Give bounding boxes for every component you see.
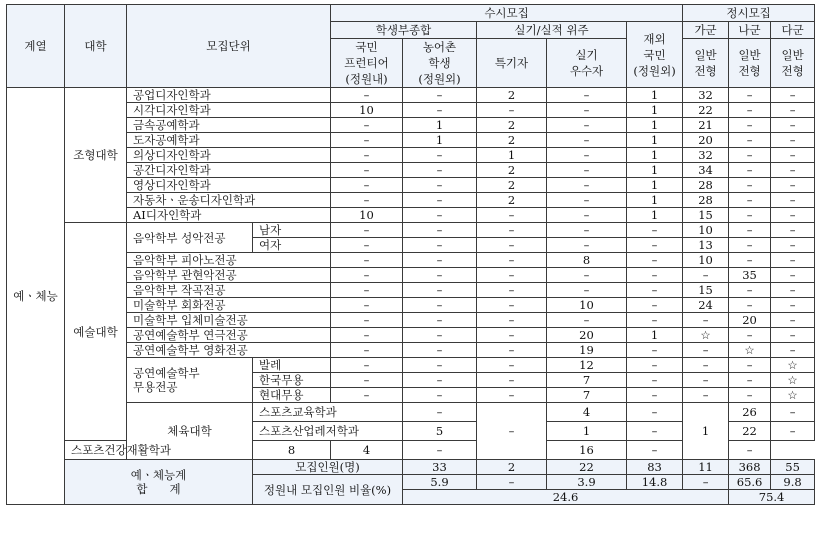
value-na: – (771, 403, 815, 422)
header-general-na (729, 39, 771, 88)
value-practical: – (547, 238, 627, 253)
value-ga: 28 (683, 178, 729, 193)
value-da: ☆ (771, 388, 815, 403)
value-frontier: – (331, 118, 403, 133)
value-special: 4 (547, 403, 627, 422)
value-special: – (477, 298, 547, 313)
value-da: – (771, 253, 815, 268)
unit-name-vocal: 음악학부 성악전공 (127, 223, 253, 253)
unit-name: 미술학부 회화전공 (127, 298, 331, 313)
value-special: – (477, 238, 547, 253)
value-practical: – (547, 223, 627, 238)
value-practical: 10 (547, 298, 627, 313)
value-rural: – (403, 283, 477, 298)
header-general-da (771, 39, 815, 88)
value-special: – (477, 253, 547, 268)
value-overseas: – (627, 313, 683, 328)
college-sports: 체육대학 (127, 403, 253, 460)
value-special: – (477, 103, 547, 118)
value-overseas: – (627, 283, 683, 298)
header-practical-top (547, 39, 627, 88)
value-ga: 26 (729, 403, 771, 422)
value-da: ☆ (771, 358, 815, 373)
header-frontier-line2: 프런티어 (344, 56, 389, 70)
header-overseas-line3: (정원외) (633, 63, 676, 78)
value-practical: – (547, 88, 627, 103)
value-ga: 21 (683, 118, 729, 133)
value-special: – (477, 373, 547, 388)
value-ga: 16 (547, 441, 627, 460)
value-overseas: 1 (627, 178, 683, 193)
value-practical: – (547, 103, 627, 118)
header-rural-line1: 농어촌 (422, 40, 457, 54)
value-rural: – (403, 298, 477, 313)
value-special: 2 (477, 88, 547, 103)
value-overseas: – (627, 253, 683, 268)
value-special: – (477, 313, 547, 328)
value-practical: – (627, 403, 683, 422)
value-na: – (729, 238, 771, 253)
value-practical: – (547, 178, 627, 193)
value-rural: – (403, 148, 477, 163)
header-frontier-line3: (정원내) (345, 72, 388, 86)
header-jungsi: 정시모집 (683, 5, 815, 22)
value-frontier: – (331, 283, 403, 298)
value-frontier: – (331, 178, 403, 193)
value-na: – (729, 253, 771, 268)
value-overseas: 1 (627, 133, 683, 148)
value-rural: – (403, 238, 477, 253)
sub-unit: 한국무용 (253, 373, 331, 388)
value-rural: 1 (403, 118, 477, 133)
value-rural: – (403, 103, 477, 118)
value-rural: – (403, 313, 477, 328)
value-frontier: 8 (253, 441, 331, 460)
value-na: – (729, 388, 771, 403)
value-practical: – (403, 441, 477, 460)
sub-unit: 발레 (253, 358, 331, 373)
value-special: 2 (477, 133, 547, 148)
value-da: – (771, 163, 815, 178)
header-general-na-line2: 전형 (738, 64, 761, 78)
value-ga: – (683, 388, 729, 403)
value-overseas: – (627, 358, 683, 373)
value-da: – (771, 238, 815, 253)
unit-name-dance (127, 358, 253, 403)
value-ga: – (683, 373, 729, 388)
footer-ratio-label: 정원내 모집인원 비율(%) (253, 475, 403, 505)
value-overseas: – (627, 373, 683, 388)
header-category: 계열 (7, 5, 65, 88)
value-overseas: – (627, 268, 683, 283)
value-rural: – (403, 343, 477, 358)
header-practical-top-line2: 우수자 (569, 64, 604, 78)
unit-name: 공업디자인학과 (127, 88, 331, 103)
value-ga: 24 (683, 298, 729, 313)
value-overseas: 1 (627, 208, 683, 223)
value-overseas: 1 (627, 148, 683, 163)
value-da: – (771, 88, 815, 103)
value-na: – (729, 358, 771, 373)
unit-name: 음악학부 작곡전공 (127, 283, 331, 298)
value-ga: – (683, 268, 729, 283)
value-da: – (771, 283, 815, 298)
value-overseas: – (627, 298, 683, 313)
value-frontier: – (403, 403, 477, 422)
ratio-na: 9.8 (771, 475, 815, 490)
footer-recruit-label: 모집인원(명) (253, 460, 403, 475)
college-design: 조형대학 (65, 88, 127, 223)
value-frontier: – (331, 298, 403, 313)
value-da: – (771, 103, 815, 118)
value-na: – (729, 148, 771, 163)
value-rural-merged: – (477, 403, 547, 460)
value-overseas: 1 (627, 328, 683, 343)
header-frontier (331, 39, 403, 88)
value-frontier: – (331, 328, 403, 343)
value-frontier: – (331, 88, 403, 103)
value-frontier: – (331, 343, 403, 358)
value-ga: – (683, 343, 729, 358)
value-na: 20 (729, 313, 771, 328)
value-frontier: – (331, 373, 403, 388)
value-frontier: – (331, 268, 403, 283)
value-da: – (771, 328, 815, 343)
value-ga: 15 (683, 208, 729, 223)
unit-name: 공연예술학부 연극전공 (127, 328, 331, 343)
value-ga: – (683, 313, 729, 328)
value-ga: 32 (683, 88, 729, 103)
unit-name: 음악학부 관현악전공 (127, 268, 331, 283)
total-rural: 2 (477, 460, 547, 475)
value-practical: – (547, 133, 627, 148)
unit-name: 금속공예학과 (127, 118, 331, 133)
unit-name: 음악학부 피아노전공 (127, 253, 331, 268)
value-ga: 22 (729, 422, 771, 441)
value-na: – (771, 422, 815, 441)
value-practical: 19 (547, 343, 627, 358)
unit-name: 의상디자인학과 (127, 148, 331, 163)
unit-name: 시각디자인학과 (127, 103, 331, 118)
header-na-group: 나군 (729, 22, 771, 39)
value-na: – (729, 163, 771, 178)
total-overseas: 11 (683, 460, 729, 475)
value-na: – (729, 373, 771, 388)
value-ga: 10 (683, 253, 729, 268)
sub-unit: 여자 (253, 238, 331, 253)
value-frontier: – (331, 253, 403, 268)
header-frontier-line1: 국민 (355, 40, 378, 54)
value-da: – (771, 118, 815, 133)
header-susi: 수시모집 (331, 5, 683, 22)
value-special: – (477, 268, 547, 283)
sub-unit: 남자 (253, 223, 331, 238)
category-cell: 예ㆍ체능 (7, 88, 65, 505)
header-general-ga (683, 39, 729, 88)
header-da-group: 다군 (771, 22, 815, 39)
value-special: – (477, 223, 547, 238)
value-practical: – (627, 422, 683, 441)
value-ga: 34 (683, 163, 729, 178)
value-na: – (729, 193, 771, 208)
value-na: – (729, 298, 771, 313)
value-practical: 8 (547, 253, 627, 268)
header-recruit-unit: 모집단위 (127, 5, 331, 88)
value-special: 2 (477, 163, 547, 178)
value-rural: – (403, 163, 477, 178)
value-rural: – (403, 373, 477, 388)
value-special: – (477, 358, 547, 373)
value-ga: 10 (683, 223, 729, 238)
header-overseas (627, 22, 683, 88)
value-frontier: 5 (403, 422, 477, 441)
total-na: 55 (771, 460, 815, 475)
ratio-susi-total: 24.6 (403, 490, 729, 505)
value-special: 2 (477, 193, 547, 208)
value-rural: 1 (403, 133, 477, 148)
value-special: – (477, 283, 547, 298)
header-general-ga-line1: 일반 (694, 48, 717, 62)
value-special: 1 (547, 422, 627, 441)
value-ga: 15 (683, 283, 729, 298)
college-arts: 예술대학 (65, 223, 127, 441)
value-da: – (771, 133, 815, 148)
unit-name: 자동차ㆍ운송디자인학과 (127, 193, 331, 208)
value-rural: – (403, 178, 477, 193)
value-frontier: – (331, 313, 403, 328)
value-practical: – (547, 268, 627, 283)
total-frontier: 33 (403, 460, 477, 475)
footer-total-label (65, 460, 253, 505)
value-na: – (729, 178, 771, 193)
value-rural: – (403, 268, 477, 283)
value-ga: ☆ (683, 328, 729, 343)
value-practical: – (547, 283, 627, 298)
footer-label-line2: 합 계 (136, 482, 181, 496)
value-special: – (477, 208, 547, 223)
value-da: – (771, 193, 815, 208)
value-practical: 12 (547, 358, 627, 373)
value-rural: – (403, 223, 477, 238)
value-ga: 20 (683, 133, 729, 148)
value-special: 4 (331, 441, 403, 460)
value-overseas: – (627, 238, 683, 253)
value-ga: – (683, 358, 729, 373)
value-rural: – (403, 253, 477, 268)
unit-name: 스포츠산업레저학과 (253, 422, 403, 441)
ratio-special: 3.9 (547, 475, 627, 490)
unit-name: 미술학부 입체미술전공 (127, 313, 331, 328)
value-practical: 7 (547, 373, 627, 388)
value-practical: – (547, 313, 627, 328)
header-general-ga-line2: 전형 (694, 64, 717, 78)
value-practical: – (547, 148, 627, 163)
header-ga-group: 가군 (683, 22, 729, 39)
total-ga: 368 (729, 460, 771, 475)
value-na: – (627, 441, 683, 460)
value-frontier: – (331, 223, 403, 238)
value-da: – (771, 268, 815, 283)
header-overseas-line1: 재외 (643, 31, 666, 46)
footer-label-line1: 예ㆍ체능계 (130, 468, 187, 482)
value-overseas: – (627, 223, 683, 238)
header-student-comprehensive: 학생부종합 (331, 22, 477, 39)
unit-name: 스포츠교육학과 (253, 403, 403, 422)
value-ga: 13 (683, 238, 729, 253)
header-special: 특기자 (477, 39, 547, 88)
value-da: – (771, 313, 815, 328)
value-ga: 28 (683, 193, 729, 208)
value-ga: 22 (683, 103, 729, 118)
value-frontier: – (331, 148, 403, 163)
unit-name: AI디자인학과 (127, 208, 331, 223)
value-rural: – (403, 388, 477, 403)
ratio-practical: 14.8 (627, 475, 683, 490)
value-rural: – (403, 208, 477, 223)
value-na: – (729, 283, 771, 298)
header-rural (403, 39, 477, 88)
value-frontier: 10 (331, 103, 403, 118)
value-ga: 32 (683, 148, 729, 163)
value-special: 2 (477, 118, 547, 133)
value-na: – (729, 223, 771, 238)
value-practical: – (547, 118, 627, 133)
value-da: – (729, 441, 771, 460)
value-da: – (771, 223, 815, 238)
value-frontier: – (331, 358, 403, 373)
value-practical: – (547, 163, 627, 178)
sub-unit: 현대무용 (253, 388, 331, 403)
value-practical: 20 (547, 328, 627, 343)
ratio-frontier: 5.9 (403, 475, 477, 490)
value-special: – (477, 328, 547, 343)
value-na: – (729, 328, 771, 343)
header-general-na-line1: 일반 (738, 48, 761, 62)
value-rural: – (403, 88, 477, 103)
value-na: – (729, 118, 771, 133)
value-overseas: – (627, 343, 683, 358)
value-overseas: 1 (627, 118, 683, 133)
ratio-ga: 65.6 (729, 475, 771, 490)
value-da: – (771, 178, 815, 193)
value-overseas-merged: 1 (683, 403, 729, 460)
unit-name: 공연예술학부 영화전공 (127, 343, 331, 358)
unit-name: 도자공예학과 (127, 133, 331, 148)
value-na: – (729, 103, 771, 118)
value-practical: 7 (547, 388, 627, 403)
header-overseas-line2: 국민 (643, 47, 666, 62)
value-practical: – (547, 193, 627, 208)
value-frontier: – (331, 388, 403, 403)
value-da: – (771, 343, 815, 358)
value-overseas: 1 (627, 88, 683, 103)
value-da: – (771, 148, 815, 163)
value-frontier: 10 (331, 208, 403, 223)
unit-name: 공간디자인학과 (127, 163, 331, 178)
header-practical-top-line1: 실기 (575, 48, 598, 62)
value-da: – (771, 208, 815, 223)
dance-unit-line1: 공연예술학부 (133, 366, 200, 380)
value-na: ☆ (729, 343, 771, 358)
ratio-overseas: – (683, 475, 729, 490)
value-frontier: – (331, 193, 403, 208)
value-overseas: 1 (627, 163, 683, 178)
value-na: 35 (729, 268, 771, 283)
value-special: – (477, 343, 547, 358)
value-frontier: – (331, 163, 403, 178)
value-special: 2 (477, 178, 547, 193)
total-special: 22 (547, 460, 627, 475)
value-frontier: – (331, 133, 403, 148)
value-rural: – (403, 193, 477, 208)
header-practical-based: 실기/실적 위주 (477, 22, 627, 39)
unit-name: 영상디자인학과 (127, 178, 331, 193)
ratio-jungsi-total: 75.4 (729, 490, 815, 505)
value-da: ☆ (771, 373, 815, 388)
value-overseas: 1 (627, 103, 683, 118)
dance-unit-line2: 무용전공 (133, 380, 178, 394)
header-rural-line3: (정원외) (418, 72, 461, 86)
value-da: – (771, 298, 815, 313)
header-general-da-line1: 일반 (781, 48, 804, 62)
admission-quota-table (6, 4, 815, 505)
value-special: – (477, 388, 547, 403)
value-rural: – (403, 328, 477, 343)
value-rural: – (403, 358, 477, 373)
value-na: – (729, 208, 771, 223)
value-overseas: – (627, 388, 683, 403)
value-frontier: – (331, 238, 403, 253)
admission-table-wrapper (6, 4, 804, 530)
value-na: – (729, 133, 771, 148)
header-rural-line2: 학생 (428, 56, 451, 70)
value-overseas: 1 (627, 193, 683, 208)
ratio-rural: – (477, 475, 547, 490)
header-general-da-line2: 전형 (781, 64, 804, 78)
value-na: – (729, 88, 771, 103)
header-university: 대학 (65, 5, 127, 88)
unit-name: 스포츠건강재활학과 (65, 441, 253, 460)
value-practical: – (547, 208, 627, 223)
total-practical: 83 (627, 460, 683, 475)
value-special: 1 (477, 148, 547, 163)
